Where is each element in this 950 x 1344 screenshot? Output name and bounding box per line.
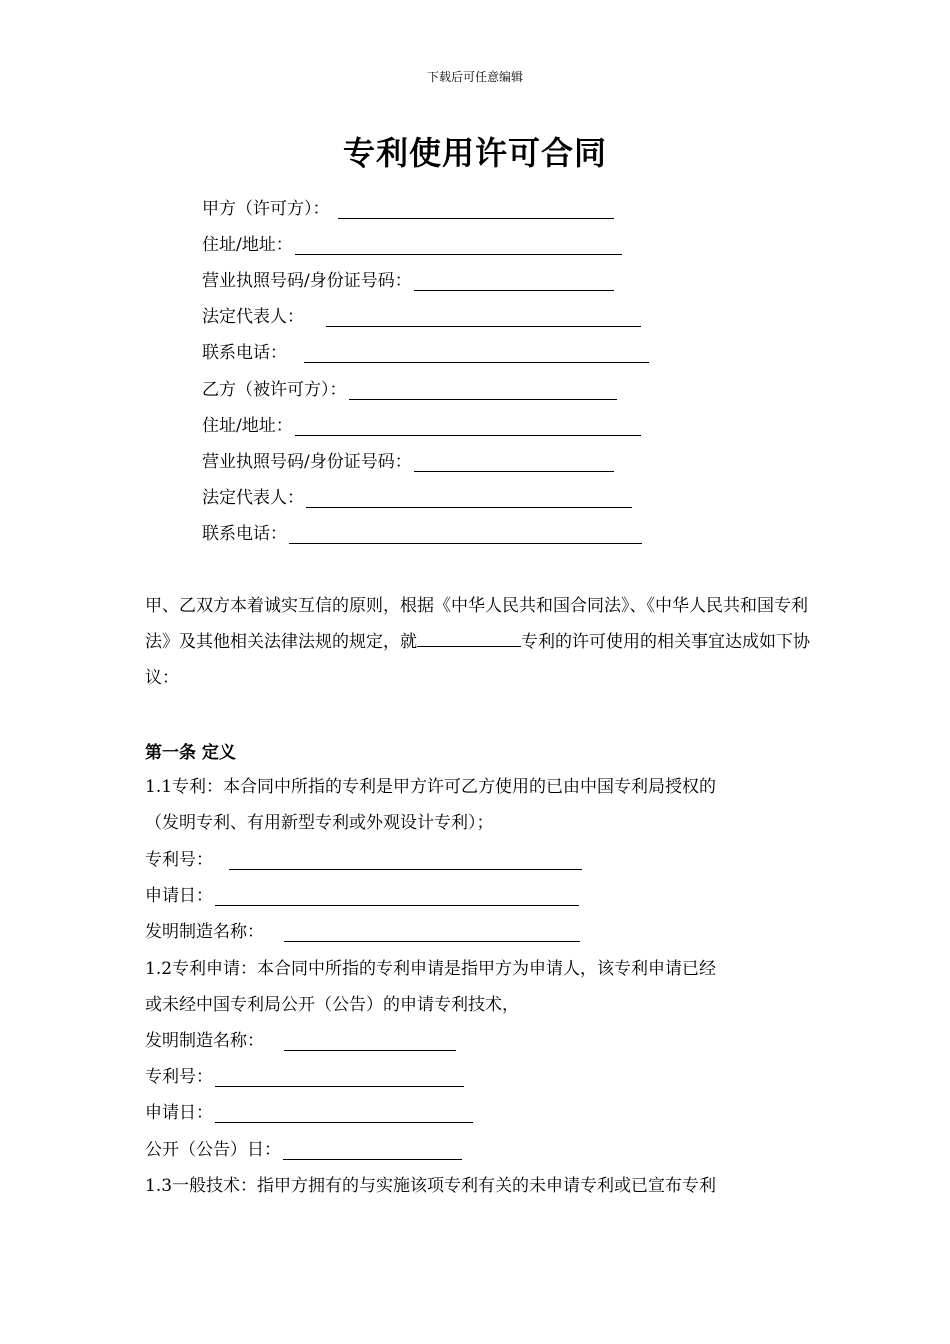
clause-1-2-text-2: 或未经中国专利局公开（公告）的申请专利技术， xyxy=(145,995,519,1015)
party-b-blank xyxy=(349,379,617,400)
party-a-license-field xyxy=(202,268,614,294)
clause-1-1-line-1 xyxy=(145,774,716,800)
party-a-phone-field xyxy=(202,340,649,366)
party-b-representative-field xyxy=(202,485,632,511)
invention-name-label: 发明制造名称： xyxy=(145,922,264,942)
party-b-phone-blank xyxy=(289,523,642,544)
party-a-license-blank xyxy=(414,270,614,291)
party-a-license-label: 营业执照号码/身份证号码： xyxy=(202,271,412,291)
publication-date-label: 公开（公告）日： xyxy=(145,1140,281,1160)
party-a-representative-label: 法定代表人： xyxy=(202,307,304,327)
party-a-representative-blank xyxy=(326,306,641,327)
party-b-phone-label: 联系电话： xyxy=(202,524,287,544)
party-a-address-field xyxy=(202,232,622,258)
party-a-blank xyxy=(338,198,614,219)
patent-name-blank xyxy=(417,628,521,647)
patent-no-field xyxy=(145,847,582,873)
patent-no-2-field xyxy=(145,1064,464,1090)
clause-1-3-line-1 xyxy=(145,1173,716,1199)
filing-date-field xyxy=(145,883,579,909)
invention-name-2-label: 发明制造名称： xyxy=(145,1031,264,1051)
party-a-label: 甲方（许可方）： xyxy=(202,199,330,219)
patent-no-2-label: 专利号： xyxy=(145,1067,213,1087)
preamble-text-2: 专利的许可使用的相关事宜达成如下协议： xyxy=(145,632,810,688)
invention-name-2-field xyxy=(145,1028,456,1054)
party-b-representative-blank xyxy=(306,487,632,508)
invention-name-field xyxy=(145,919,580,945)
party-a-phone-label: 联系电话： xyxy=(202,343,287,363)
party-b-label: 乙方（被许可方）： xyxy=(202,380,347,400)
party-a-address-label: 住址/地址： xyxy=(202,235,293,255)
party-b-license-blank xyxy=(414,451,614,472)
party-b-address-label: 住址/地址： xyxy=(202,416,293,436)
publication-date-blank xyxy=(283,1139,462,1160)
party-b-phone-field xyxy=(202,521,642,547)
clause-1-1-line-2 xyxy=(145,810,494,836)
patent-no-label: 专利号： xyxy=(145,850,213,870)
party-b-address-field xyxy=(202,413,641,439)
clause-1-2-line-1 xyxy=(145,956,716,982)
header-note: 下载后可任意编辑 xyxy=(426,70,523,84)
patent-no-2-blank xyxy=(215,1066,464,1087)
party-b-field xyxy=(202,377,617,403)
party-b-license-label: 营业执照号码/身份证号码： xyxy=(202,452,412,472)
preamble-text-1: 甲、乙双方本着诚实互信的原则，根据《中华人民共和国合同法》、《中华人民共和国专利法》及其他相关法律法规的规定，就 xyxy=(145,596,808,652)
publication-date-field xyxy=(145,1137,462,1163)
party-a-field xyxy=(202,196,614,222)
party-a-address-blank xyxy=(295,234,622,255)
clause-1-1-text-2: （发明专利、有用新型专利或外观设计专利）； xyxy=(145,813,494,833)
clause-1-2-text-1: 1.2专利申请：本合同中所指的专利申请是指甲方为申请人，该专利申请已经 xyxy=(145,959,717,979)
party-b-address-blank xyxy=(295,415,641,436)
patent-no-blank xyxy=(229,849,582,870)
clause-1-3-text-1: 1.3一般技术：指甲方拥有的与实施该项专利有关的未申请专利或已宣布专利 xyxy=(145,1176,717,1196)
clause-1-1-text-1: 1.1专利：本合同中所指的专利是甲方许可乙方使用的已由中国专利局授权的 xyxy=(145,777,717,797)
filing-date-2-field xyxy=(145,1100,473,1126)
filing-date-blank xyxy=(215,885,579,906)
preamble-paragraph xyxy=(145,588,810,696)
party-b-representative-label: 法定代表人： xyxy=(202,488,304,508)
clause-1-2-line-2 xyxy=(145,992,519,1018)
party-a-representative-field xyxy=(202,304,641,330)
invention-name-2-blank xyxy=(284,1030,456,1051)
filing-date-2-blank xyxy=(215,1102,473,1123)
party-b-license-field xyxy=(202,449,614,475)
document-title: 专利使用许可合同 xyxy=(342,134,607,172)
filing-date-2-label: 申请日： xyxy=(145,1103,213,1123)
article-1-heading: 第一条 定义 xyxy=(145,743,236,763)
party-a-phone-blank xyxy=(304,342,649,363)
invention-name-blank xyxy=(284,921,580,942)
filing-date-label: 申请日： xyxy=(145,886,213,906)
